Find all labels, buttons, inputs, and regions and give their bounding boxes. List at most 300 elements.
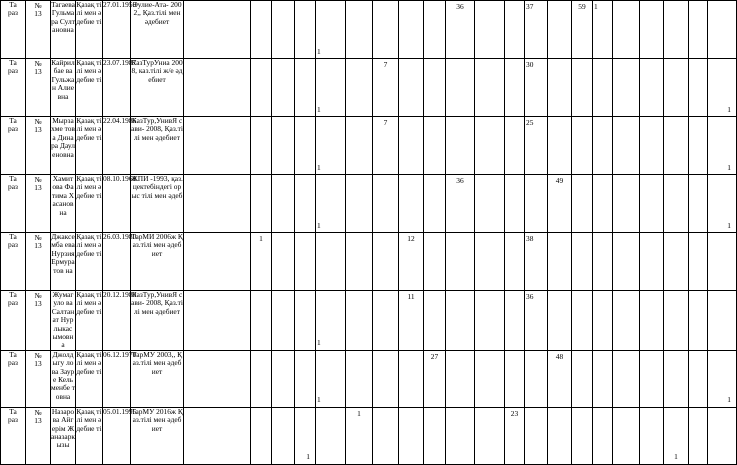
value-cell (373, 350, 399, 407)
birth-date: 27.01.1959 (103, 0, 137, 9)
role-text: Та раз (8, 0, 18, 18)
value-cell (251, 407, 272, 464)
school-number-cell (26, 350, 51, 407)
value-cell (548, 1, 572, 59)
value-cell (316, 117, 346, 175)
value-cell (613, 175, 640, 233)
value-cell (316, 59, 346, 117)
cell-value: 1 (259, 234, 263, 243)
value-cell (505, 407, 525, 464)
school-number-cell (26, 59, 51, 117)
cell-value: 1 (727, 220, 731, 230)
value-cell (613, 117, 640, 175)
value-cell (184, 350, 251, 407)
value-cell (446, 59, 475, 117)
role-text: Та раз (8, 58, 18, 76)
value-cell (346, 350, 373, 407)
value-cell (613, 1, 640, 59)
school-number-cell (26, 407, 51, 464)
school-number-text: № 13 (34, 407, 42, 426)
role-text: Та раз (8, 290, 18, 308)
education-cell (131, 117, 184, 175)
value-cell (708, 1, 737, 59)
cell-value: 36 (456, 176, 464, 185)
teacher-name: Хамитова Фатима Хасановна (51, 174, 75, 217)
value-cell (475, 59, 505, 117)
role-cell (1, 350, 26, 407)
value-cell (184, 59, 251, 117)
teacher-name: Джолдыгу лова Зауре Кельменбе товна (51, 349, 75, 401)
value-cell (446, 350, 475, 407)
cell-value: 1 (594, 2, 598, 11)
value-cell (373, 291, 399, 351)
value-cell (295, 1, 316, 59)
value-cell (446, 291, 475, 351)
school-number-cell (26, 291, 51, 351)
birth-date: 20.12.1980 (103, 290, 137, 299)
value-cell (373, 233, 399, 291)
value-cell (664, 1, 689, 59)
value-cell (184, 407, 251, 464)
birth-date-cell (103, 0, 137, 59)
role-text: Та раз (8, 349, 18, 368)
value-cell (525, 407, 548, 464)
value-cell (272, 291, 295, 351)
value-cell (373, 59, 399, 117)
role-cell (1, 175, 26, 233)
value-cell (708, 175, 737, 233)
value-cell (399, 407, 424, 464)
value-cell (373, 1, 399, 59)
value-cell (640, 350, 664, 407)
value-cell (664, 59, 689, 117)
teacher-name: Кайрилбае ва Гульжан Алиевна (51, 58, 75, 101)
value-cell (251, 1, 272, 59)
birth-date: 08.10.1968. (103, 174, 139, 183)
value-cell (424, 291, 446, 351)
education-cell (131, 175, 184, 233)
value-cell (399, 1, 424, 59)
birth-date: 05.01.1995 (103, 406, 137, 416)
value-cell (505, 59, 525, 117)
role-cell (1, 59, 26, 117)
value-cell (593, 59, 613, 117)
value-cell (525, 59, 548, 117)
subject-text: Қазақ тілі мен әдебие ті (76, 406, 102, 433)
value-cell (525, 233, 548, 291)
birth-date-cell (103, 174, 139, 233)
value-cell (689, 117, 708, 175)
school-number-text: № 13 (34, 233, 42, 251)
value-cell (548, 291, 572, 351)
education-cell (131, 1, 184, 59)
role-cell (1, 1, 26, 59)
value-cell (346, 117, 373, 175)
value-cell (184, 175, 251, 233)
value-cell (664, 350, 689, 407)
value-cell (664, 175, 689, 233)
value-cell (572, 117, 593, 175)
role-text: Та раз (8, 116, 18, 134)
value-cell (689, 233, 708, 291)
value-cell (689, 1, 708, 59)
subject-cell (76, 407, 103, 464)
value-cell (613, 233, 640, 291)
value-cell (548, 175, 572, 233)
value-cell (295, 117, 316, 175)
education-text: ТарМУ 2016ж Қаз.тілі мен әдебиет (131, 406, 183, 433)
subject-cell (76, 291, 103, 351)
role-text: Та раз (8, 406, 18, 425)
cell-value: 36 (526, 292, 534, 301)
cell-value: 7 (383, 118, 388, 127)
value-cell (446, 117, 475, 175)
value-cell (640, 117, 664, 175)
value-cell (399, 291, 424, 351)
cell-value: 11 (407, 292, 415, 301)
value-cell (475, 407, 505, 464)
education-cell (131, 350, 184, 407)
value-cell (505, 1, 525, 59)
value-cell (184, 117, 251, 175)
value-cell (316, 350, 346, 407)
birth-date-cell (103, 349, 137, 407)
value-cell (664, 117, 689, 175)
birth-date: 26.03.1980 (103, 232, 137, 241)
value-cell (346, 233, 373, 291)
value-cell (708, 233, 737, 291)
school-number-text: № 13 (34, 117, 42, 135)
value-cell (572, 350, 593, 407)
teacher-name-cell (51, 175, 76, 233)
school-number-text: № 13 (34, 175, 42, 193)
role-cell (1, 291, 26, 351)
cell-value: 7 (383, 60, 388, 69)
value-cell (640, 233, 664, 291)
value-cell (593, 1, 613, 59)
value-cell (295, 59, 316, 117)
cell-value: 23 (510, 408, 519, 418)
cell-value: 48 (555, 351, 564, 361)
school-number-text: № 13 (34, 1, 42, 19)
value-cell (184, 1, 251, 59)
school-number-cell (26, 1, 51, 59)
role-cell (1, 117, 26, 175)
value-cell (399, 117, 424, 175)
value-cell (548, 233, 572, 291)
value-cell (399, 175, 424, 233)
value-cell (689, 291, 708, 351)
subject-cell (76, 233, 103, 291)
value-cell (689, 407, 708, 464)
subject-text: Қазақ тілі мен әдебие ті (76, 174, 102, 200)
cell-value: 1 (317, 104, 321, 114)
value-cell (424, 350, 446, 407)
value-cell (572, 291, 593, 351)
value-cell (708, 350, 737, 407)
school-number-cell (26, 233, 51, 291)
value-cell (316, 1, 346, 59)
value-cell (295, 291, 316, 351)
teacher-name-cell (51, 1, 76, 59)
value-cell (548, 59, 572, 117)
value-cell (346, 59, 373, 117)
school-number-cell (26, 175, 51, 233)
birth-date-cell (103, 58, 137, 117)
value-cell (689, 350, 708, 407)
teacher-row (1, 59, 737, 117)
cell-value: 1 (317, 395, 321, 405)
cell-value: 1 (727, 162, 731, 172)
education-text: ТарМИ 2006ж Қаз.тілі мен әдебиет (131, 232, 183, 258)
value-cell (572, 1, 593, 59)
value-cell (446, 1, 475, 59)
value-cell (399, 59, 424, 117)
value-cell (640, 59, 664, 117)
teacher-name-cell (51, 117, 76, 175)
value-cell (424, 175, 446, 233)
cell-value: 1 (317, 220, 321, 230)
value-cell (525, 291, 548, 351)
teacher-name: Назарова Айгерім Жаназарк ызы (51, 406, 76, 450)
cell-value: 36 (456, 2, 464, 11)
value-cell (316, 291, 346, 351)
school-number-text: № 13 (34, 291, 42, 309)
value-cell (593, 291, 613, 351)
value-cell (640, 1, 664, 59)
value-cell (613, 59, 640, 117)
value-cell (316, 175, 346, 233)
cell-value: 1 (674, 452, 678, 462)
value-cell (593, 117, 613, 175)
value-cell (505, 117, 525, 175)
subject-text: Қазақ тілі мен әдебие ті (76, 58, 102, 84)
cell-value: 1 (357, 408, 361, 418)
teacher-name-cell (51, 291, 76, 351)
education-text: КазТур,УнивЯ сави- 2008, Қаз.тілі мен әдебиет (131, 290, 183, 316)
value-cell (295, 175, 316, 233)
role-cell (1, 233, 26, 291)
value-cell (373, 407, 399, 464)
education-text: Әулие-Ата- 2002,, Қаз.тілі мен әдебиет (132, 0, 182, 26)
value-cell (505, 350, 525, 407)
value-cell (593, 175, 613, 233)
value-cell (613, 407, 640, 464)
cell-value: 59 (578, 2, 586, 11)
value-cell (424, 233, 446, 291)
value-cell (475, 233, 505, 291)
value-cell (251, 291, 272, 351)
value-cell (640, 291, 664, 351)
teacher-row (1, 291, 737, 351)
value-cell (251, 117, 272, 175)
value-cell (424, 407, 446, 464)
value-cell (272, 233, 295, 291)
education-text: КазТурУниа 2008, каз.тілі ж/е әдебиет (131, 58, 183, 84)
role-text: Та раз (8, 174, 18, 192)
subject-text: Қазақ тілі мен әдебие ті (76, 0, 102, 26)
teacher-name: Тагаева Гульмара Султановна (51, 0, 75, 35)
subject-cell (76, 1, 103, 59)
value-cell (613, 291, 640, 351)
birth-date: 23.07.1987 (103, 58, 137, 67)
education-text: ТарМУ 2003,, Қаз.тілі мен әдебиет (131, 349, 183, 376)
teacher-name: Жумагуло ва Салтанат Нурлыкас ымовна (51, 290, 75, 350)
teacher-row (1, 233, 737, 291)
value-cell (475, 291, 505, 351)
value-cell (548, 117, 572, 175)
value-cell (446, 407, 475, 464)
value-cell (525, 350, 548, 407)
teacher-row (1, 117, 737, 175)
subject-cell (76, 350, 103, 407)
value-cell (373, 175, 399, 233)
value-cell (399, 350, 424, 407)
school-number-cell (26, 117, 51, 175)
value-cell (346, 1, 373, 59)
education-cell (131, 233, 184, 291)
value-cell (272, 407, 295, 464)
subject-text: Қазақ тілі мен әдебие ті (76, 116, 102, 142)
value-cell (346, 407, 373, 464)
teacher-name-cell (51, 407, 76, 464)
value-cell (475, 1, 505, 59)
teacher-name-cell (51, 233, 76, 291)
cell-value: 49 (555, 176, 564, 185)
value-cell (548, 407, 572, 464)
value-cell (708, 59, 737, 117)
cell-value: 38 (526, 234, 534, 243)
value-cell (272, 59, 295, 117)
value-cell (251, 59, 272, 117)
value-cell (664, 233, 689, 291)
value-cell (251, 350, 272, 407)
value-cell (572, 407, 593, 464)
teacher-row (1, 350, 737, 407)
value-cell (664, 407, 689, 464)
cell-value: 1 (727, 104, 731, 114)
value-cell (399, 233, 424, 291)
value-cell (708, 407, 737, 464)
value-cell (184, 291, 251, 351)
value-cell (708, 291, 737, 351)
value-cell (572, 233, 593, 291)
birth-date: 06.12.1970 (103, 349, 137, 359)
value-cell (525, 1, 548, 59)
value-cell (708, 117, 737, 175)
value-cell (664, 291, 689, 351)
value-cell (689, 175, 708, 233)
value-cell (251, 233, 272, 291)
value-cell (593, 407, 613, 464)
subject-cell (76, 175, 103, 233)
birth-date-cell (103, 406, 137, 464)
value-cell (593, 350, 613, 407)
value-cell (424, 59, 446, 117)
value-cell (640, 175, 664, 233)
value-cell (424, 117, 446, 175)
value-cell (505, 291, 525, 351)
value-cell (272, 117, 295, 175)
subject-cell (76, 117, 103, 175)
value-cell (475, 175, 505, 233)
cell-value: 1 (306, 452, 310, 462)
value-cell (295, 233, 316, 291)
education-cell (131, 407, 184, 464)
value-cell (295, 350, 316, 407)
cell-value: 37 (526, 2, 534, 11)
cell-value: 25 (526, 118, 534, 127)
teacher-name: Джаксемба ева Нурзия Ермуратов на (51, 232, 75, 275)
value-cell (346, 175, 373, 233)
value-cell (572, 175, 593, 233)
value-cell (525, 175, 548, 233)
value-cell (272, 1, 295, 59)
cell-value: 12 (407, 234, 415, 243)
value-cell (251, 175, 272, 233)
role-cell (1, 407, 26, 464)
cell-value: 1 (727, 395, 731, 405)
teacher-row (1, 407, 737, 464)
subject-cell (76, 59, 103, 117)
school-number-text: № 13 (34, 59, 42, 77)
school-number-text: № 13 (34, 350, 42, 369)
value-cell (184, 233, 251, 291)
value-cell (505, 233, 525, 291)
education-text: КазТур,УнивЯ сави- 2008, Қаз.тілі мен әдебиет (131, 116, 183, 142)
subject-text: Қазақ тілі мен әдебие ті (76, 232, 102, 258)
value-cell (272, 350, 295, 407)
subject-text: Қазақ тілі мен әдебие ті (76, 349, 102, 376)
value-cell (613, 350, 640, 407)
value-cell (475, 350, 505, 407)
value-cell (548, 350, 572, 407)
value-cell (346, 291, 373, 351)
value-cell (272, 175, 295, 233)
education-cell (131, 59, 184, 117)
birth-date-cell (103, 232, 137, 291)
value-cell (316, 407, 346, 464)
cell-value: 1 (317, 338, 321, 348)
value-cell (373, 117, 399, 175)
cell-value: 30 (526, 60, 534, 69)
value-cell (572, 59, 593, 117)
value-cell (316, 233, 346, 291)
value-cell (295, 407, 316, 464)
cell-value: 1 (317, 162, 321, 172)
value-cell (525, 117, 548, 175)
cell-value: 27 (430, 351, 439, 361)
teacher-row (1, 1, 737, 59)
teacher-name: Мырзахме това Динара Дауленовна (51, 116, 75, 159)
subject-text: Қазақ тілі мен әдебие ті (76, 290, 102, 316)
teacher-name-cell (51, 350, 76, 407)
education-text: ЖПИ -1993, қаз. цектебіндегі орыс тілі мен әдеб (131, 174, 183, 200)
role-text: Та раз (8, 232, 18, 250)
birth-date: 22.04.1986 (103, 116, 137, 125)
value-cell (689, 59, 708, 117)
cell-value: 1 (317, 46, 321, 56)
value-cell (505, 175, 525, 233)
birth-date-cell (103, 116, 137, 175)
value-cell (424, 1, 446, 59)
value-cell (593, 233, 613, 291)
teacher-name-cell (51, 59, 76, 117)
education-cell (131, 291, 184, 351)
value-cell (446, 233, 475, 291)
value-cell (446, 175, 475, 233)
teacher-row (1, 175, 737, 233)
